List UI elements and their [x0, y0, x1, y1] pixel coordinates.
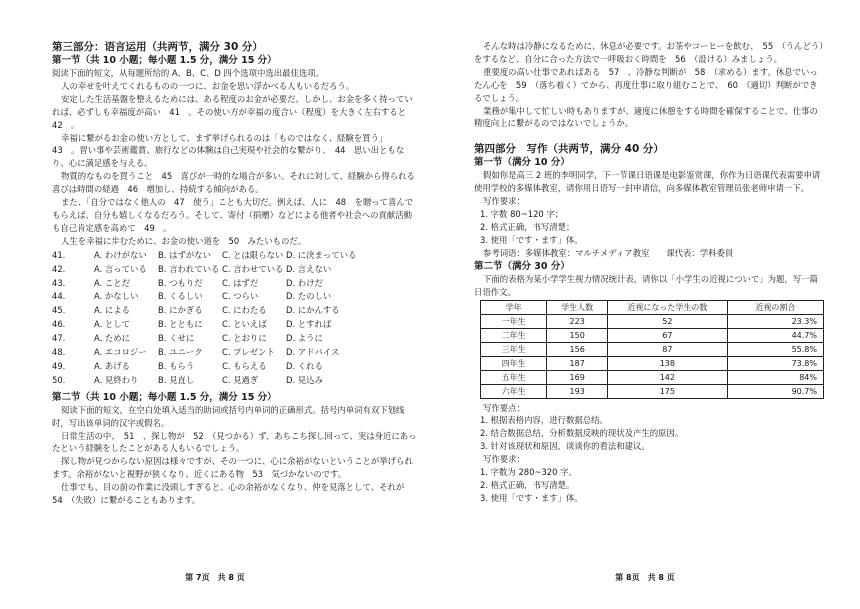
page-footer: 第 7页 共 8 页 [185, 573, 245, 582]
subsection-title: 第二节（共 10 小题；每小题 1.5 分，满分 15 分） [52, 391, 277, 403]
requirement-item: 2. 格式正确，书写清楚。 [480, 479, 575, 490]
point-item: 3. 针对该现状和原因，谈谈你的看法和建议。 [480, 441, 650, 452]
question-options: 49. A. あげる B. もらう C. もらえる D. くれる [52, 360, 323, 371]
question-options: 43. A. ことだ B. つもりだ C. はずだ D. わけだ [52, 277, 323, 288]
passage-paragraph: 人の幸せを叶えてくれるものの一つに、お金を思い浮かべる人もいるだろう。 [61, 80, 355, 91]
question-options: 44. A. かなしい B. くるしい C. つらい D. たのしい [52, 291, 332, 302]
subsection-title: 第二节（满分 30 分） [474, 260, 570, 272]
question-options: 47. A. ために B. くせに C. とおりに D. ように [52, 333, 323, 344]
passage-paragraph: 業務が集中して忙しい時もありますが、適度に休憩をする時間を確保することで、仕事の精度向上に繋がるのではないでしょうか。 [474, 105, 818, 129]
instruction: 阅读下面的短文，在空白处填入适当的助词或括号内单词的正确形式。括号内单词有双下划线时，写出该单词的汉字或假名。 [52, 404, 405, 428]
question-options: 46. A. として B. とともに C. といえば D. とすれば [52, 319, 332, 330]
passage-paragraph: 幸福に繋がるお金の使い方として、まず挙げられるのは「ものではなく、経験を買う」 43 。習い事や芸術鑑賞、旅行などの体験は自己実現や社会的な繋がり、 44 思い出ともなり、心に満足感を与える。 [52, 132, 405, 169]
table-row: 六年生 193 175 90.7% [481, 384, 824, 398]
options-list [52, 249, 418, 387]
passage-paragraph: そんな時は冷静になるために、休息が必要です。お茶やコーヒーを飲む、 55 （うんどう）をするなど、自分に合った方法で一呼吸おく時間を 56 （設ける）みましょう。 [474, 41, 824, 64]
section-title: 第三部分：语言运用（共两节，满分 30 分） [52, 41, 263, 53]
vision-stats-table [480, 300, 824, 399]
table-header: 学生人数 [547, 300, 608, 314]
passage-paragraph: 物質的なものを買うこと 45 喜びが一時的な場合が多い。それに対して、経験から得られる喜びは時間の経過 46 増加し、持続する傾向がある。 [52, 171, 415, 195]
question-options: 42. A. 言っている B. 言われている C. 言わせている D. 言えない [52, 263, 332, 274]
passage-paragraph: 日常生活の中、 51 、探し物が 52 （見つかる）ず、あちこち探し回って、実は身近にあったという経験をしたことがある人もいるでしょう。 [52, 430, 417, 454]
passage-paragraph: 人生を幸福に歩むために、お金の使い道を 50 みたいものだ。 [61, 235, 307, 246]
passage-paragraph: また、「自分ではなく他人の 47 使う」ことも大切だ。例えば、人に 48 を贈って喜んでもらえば、自分も嬉しくなるだろう。そして、寄付（捐赠）などによる他者や社会への貢献活動も自己肯定感を高めて 49 。 [52, 197, 414, 233]
question-options: 45. A. による B. にかぎる C. にわたる D. にかんする [52, 305, 340, 316]
requirements-title: 写作要求： [483, 196, 525, 207]
points-title: 写作要点： [483, 402, 525, 413]
writing-prompt: 下面的表格为某小学学生视力情况统计表，请你以「小学生の近视について」为题，写一篇日语作文。 [474, 273, 818, 297]
section-title: 第四部分 写作（共两节，满分 40 分） [474, 143, 664, 156]
question-options: 50. A. 見終わり B. 見直し C. 見過ぎ D. 見込み [52, 374, 323, 385]
point-item: 2. 结合数据总结，分析数据反映的现状及产生的原因。 [480, 428, 684, 439]
requirement-item: 2. 格式正确，书写清楚； [480, 221, 575, 232]
question-options: 48. A. エコロジー B. ユニーク C. プレゼント D. アドバイス [52, 347, 340, 358]
table-row: 二年生 150 67 44.7% [481, 328, 824, 342]
requirements-title: 写作要求： [483, 454, 525, 465]
passage-paragraph: 重要度の高い仕事であればある 57 、冷静な判断が 58 （求める）ます。休息でいったん心を 59 （落ち着く）てから、再度仕事に取り組むことで、 60 （適切）判断ができるでしょう。 [474, 66, 818, 103]
reference-words: 参考词语：多媒体教室：マルチメディア教室 课代表：学科委員 [483, 247, 734, 258]
table-row: 一年生 223 52 23.3% [481, 314, 824, 328]
passage-paragraph: 仕事でも、目の前の作業に没頭しすぎると、心の余裕がなくなり、仲を見落として、それが 54 （失敗）に繋がることもあります。 [52, 482, 413, 506]
requirement-item: 3. 使用「です・ます」体。 [480, 234, 583, 245]
requirement-item: 1. 字数 80~120 字； [480, 209, 564, 220]
question-options: 41. A. わけがない B. はずがない C. とは限らない D. に決まっている [52, 249, 357, 260]
passage-paragraph: 安定した生活基盤を整えるためには、ある程度のお金が必要だ。しかし、お金を多く持っていれば、必ずしも幸福度が高い 41 。その使い方が幸福の度合い（程度）を大きく左右すると 42 。 [52, 93, 415, 130]
table-header-row [481, 300, 824, 314]
point-item: 1. 根据表格内容，进行数据总结。 [480, 415, 608, 426]
table-row: 三年生 156 87 55.8% [481, 342, 824, 356]
requirement-item: 1. 字数为 280~320 字。 [480, 467, 577, 478]
table-row: 五年生 169 142 84% [481, 370, 824, 384]
table-header: 近视になった学生の数 [607, 300, 727, 314]
table-row: 四年生 187 138 73.8% [481, 356, 824, 370]
table-header: 近视の割合 [727, 300, 823, 314]
requirement-item: 3. 使用「です・ます」体。 [480, 492, 583, 503]
table-header: 学年 [481, 300, 547, 314]
passage-paragraph: 探し物が見つからない原因は様々ですが、その一つに、心に余裕がないということが挙げられます。余裕がないと視野が狭くなり、近くにある物 53 気づかないのです。 [52, 456, 413, 480]
page-footer: 第 8页 共 8 页 [615, 573, 675, 582]
exam-page-8 [430, 0, 860, 609]
writing-prompt: 假如你是高三 2 班的李明同学，下一节课日语课是电影鉴赏课，你作为日语课代表需要申请使用学校的多媒体教室，请你用日语写一封申请信，向多媒体教室管理员张老师申请一下。 [474, 170, 821, 194]
subsection-title: 第一节（共 10 小题；每小题 1.5 分，满分 15 分） [52, 55, 277, 66]
subsection-title: 第一节（满分 10 分） [474, 157, 570, 169]
instruction: 阅读下面的短文，从每题所给的 A、B、C、D 四个选项中选出最佳选项。 [52, 68, 324, 78]
